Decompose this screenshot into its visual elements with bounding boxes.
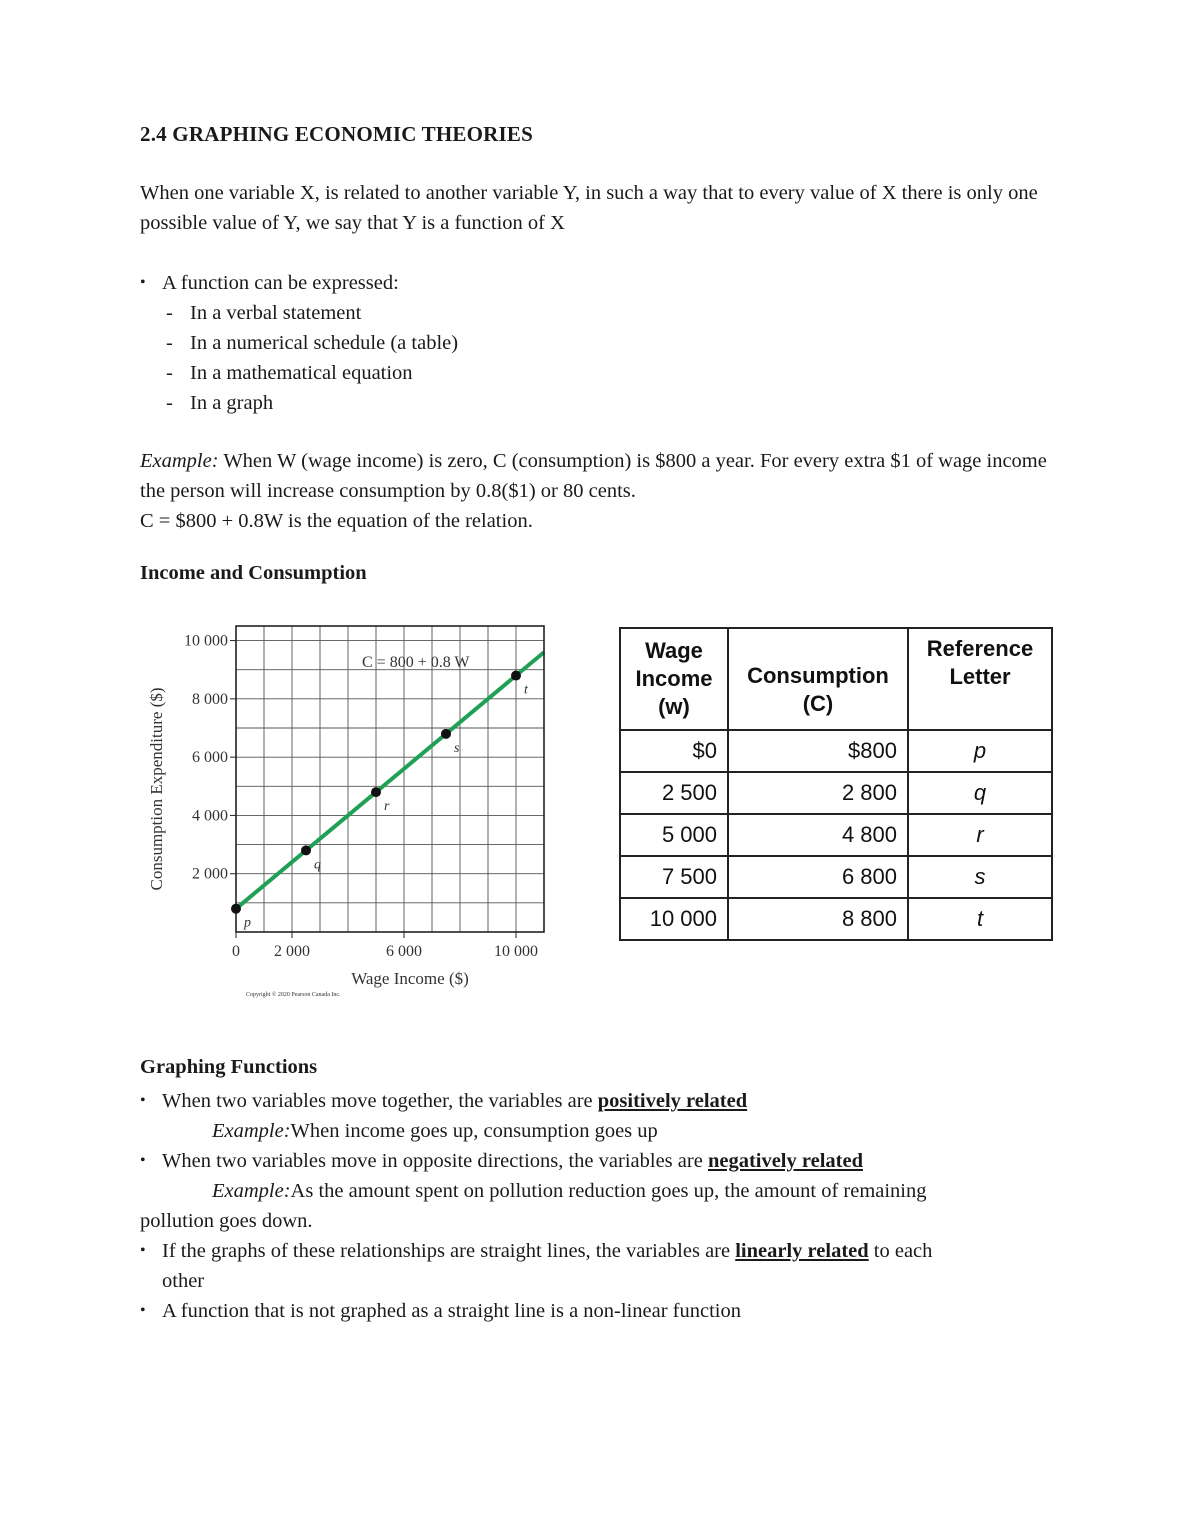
bullet-text: to each [868, 1240, 933, 1262]
graphing-functions-title: Graphing Functions [140, 1056, 318, 1078]
point-label-t: t [524, 682, 528, 698]
list-item [140, 358, 1040, 388]
function-expression-list [140, 268, 1040, 418]
x-tick-label: 10 000 [494, 943, 538, 960]
list-item [140, 328, 1040, 358]
list-item [140, 1146, 1070, 1176]
section-heading: 2.4 GRAPHING ECONOMIC THEORIES [140, 122, 533, 146]
key-term: positively related [597, 1090, 748, 1112]
chart-points [231, 671, 529, 931]
table-row [620, 898, 1052, 940]
cell-wage: 7 500 [620, 856, 728, 898]
y-tick-label: 8 000 [192, 690, 228, 708]
bullet-text: When two variables move in opposite directions, the variables are [162, 1150, 708, 1172]
header-consumption [728, 628, 908, 730]
consumption-function-line [236, 652, 544, 908]
point-label-r: r [384, 799, 390, 815]
list-item-text: In a numerical schedule (a table) [190, 332, 459, 354]
equation-label: C = 800 + 0.8 W [362, 653, 470, 671]
cell-wage: $0 [620, 730, 728, 772]
example-text: When income goes up, consumption goes up [290, 1120, 658, 1142]
bullet-icon: • [140, 1302, 146, 1319]
example-text: As the amount spent on pollution reduction goes up, the amount of remaining [290, 1180, 927, 1202]
cell-wage: 10 000 [620, 898, 728, 940]
cell-reference: p [908, 730, 1052, 772]
dash-icon: - [166, 392, 173, 414]
x-axis-label: Wage Income ($) [351, 969, 469, 988]
equation-line: C = $800 + 0.8W is the equation of the relation. [140, 510, 533, 532]
bullet-text: When two variables move together, the variables are [162, 1090, 598, 1112]
list-item [140, 1236, 1070, 1266]
data-point-s [441, 729, 451, 739]
bullet-text: A function that is not graphed as a straight line is a non-linear function [162, 1300, 741, 1322]
data-point-p [231, 904, 241, 914]
key-term: negatively related [707, 1150, 863, 1172]
income-consumption-table [619, 627, 1053, 941]
bullet-icon: • [140, 1242, 146, 1259]
key-term: linearly related [735, 1240, 869, 1262]
cell-consumption: 2 800 [728, 772, 908, 814]
list-item-text: In a graph [190, 392, 274, 414]
list-item [140, 268, 1040, 298]
x-tick-label: 0 [232, 943, 240, 960]
consumption-chart [140, 612, 560, 1002]
bullet-continuation: other [162, 1270, 205, 1292]
list-item-text: In a mathematical equation [190, 362, 413, 384]
example-label: Example: [212, 1180, 291, 1202]
cell-reference: t [908, 898, 1052, 940]
dash-icon: - [166, 302, 173, 324]
example-line [140, 1176, 1070, 1206]
dash-icon: - [166, 362, 173, 384]
header-reference-letter [908, 628, 1052, 730]
cell-consumption: $800 [728, 730, 908, 772]
header-line: Income [635, 666, 713, 691]
point-label-p: p [244, 915, 251, 931]
list-item [140, 1086, 1070, 1116]
example-text: When W (wage income) is zero, C (consumption) is $800 a year. For every extra $1 of wage income the person will increase consumption by 0.8($1) or 80 cents. [140, 450, 1047, 502]
example-label: Example: [212, 1120, 291, 1142]
y-tick-label: 2 000 [192, 865, 228, 883]
list-item [140, 388, 1040, 418]
list-item [140, 1296, 1070, 1326]
y-tick-label: 10 000 [184, 632, 228, 650]
example-line [140, 1116, 1070, 1146]
header-line: Letter [949, 664, 1011, 689]
income-consumption-title: Income and Consumption [140, 562, 367, 584]
table-row [620, 772, 1052, 814]
cell-reference: r [908, 814, 1052, 856]
bullet-icon: • [140, 1152, 146, 1169]
point-label-s: s [454, 740, 460, 756]
example-paragraph [140, 446, 1070, 536]
cell-consumption: 4 800 [728, 814, 908, 856]
list-item-text: In a verbal statement [190, 302, 362, 324]
dash-icon: - [166, 332, 173, 354]
bullet-icon: • [140, 274, 146, 291]
y-tick-label: 4 000 [192, 807, 228, 825]
graphing-functions-list [140, 1086, 1070, 1326]
example-continuation: pollution goes down. [140, 1210, 313, 1232]
bullet-icon: • [140, 1092, 146, 1109]
table-row [620, 730, 1052, 772]
bullet-text: If the graphs of these relationships are straight lines, the variables are [162, 1240, 736, 1262]
x-tick-label: 2 000 [274, 943, 310, 960]
header-line: (w) [658, 694, 690, 719]
cell-reference: s [908, 856, 1052, 898]
copyright-text: Copyright © 2020 Pearson Canada Inc. [246, 992, 341, 998]
cell-wage: 5 000 [620, 814, 728, 856]
cell-consumption: 6 800 [728, 856, 908, 898]
cell-reference: q [908, 772, 1052, 814]
point-label-q: q [314, 857, 321, 873]
table-header-row [620, 628, 1052, 730]
example-label: Example: [140, 450, 219, 472]
cell-consumption: 8 800 [728, 898, 908, 940]
list-lead: A function can be expressed: [162, 272, 399, 294]
header-line: Reference [926, 636, 1034, 661]
cell-wage: 2 500 [620, 772, 728, 814]
y-axis-label: Consumption Expenditure ($) [147, 687, 166, 891]
header-line: Consumption [747, 663, 889, 688]
data-point-t [511, 671, 521, 681]
table-row [620, 814, 1052, 856]
y-tick-label: 6 000 [192, 749, 228, 767]
intro-paragraph: When one variable X, is related to another variable Y, in such a way that to every value of X there is only one possible value of Y, we say that Y is a function of X [140, 182, 1038, 234]
table-row [620, 856, 1052, 898]
header-wage-income [620, 628, 728, 730]
list-item [140, 298, 1040, 328]
header-line: (C) [802, 691, 834, 716]
data-point-r [371, 787, 381, 797]
x-tick-label: 6 000 [386, 943, 422, 960]
header-line: Wage [645, 638, 703, 663]
data-point-q [301, 845, 311, 855]
